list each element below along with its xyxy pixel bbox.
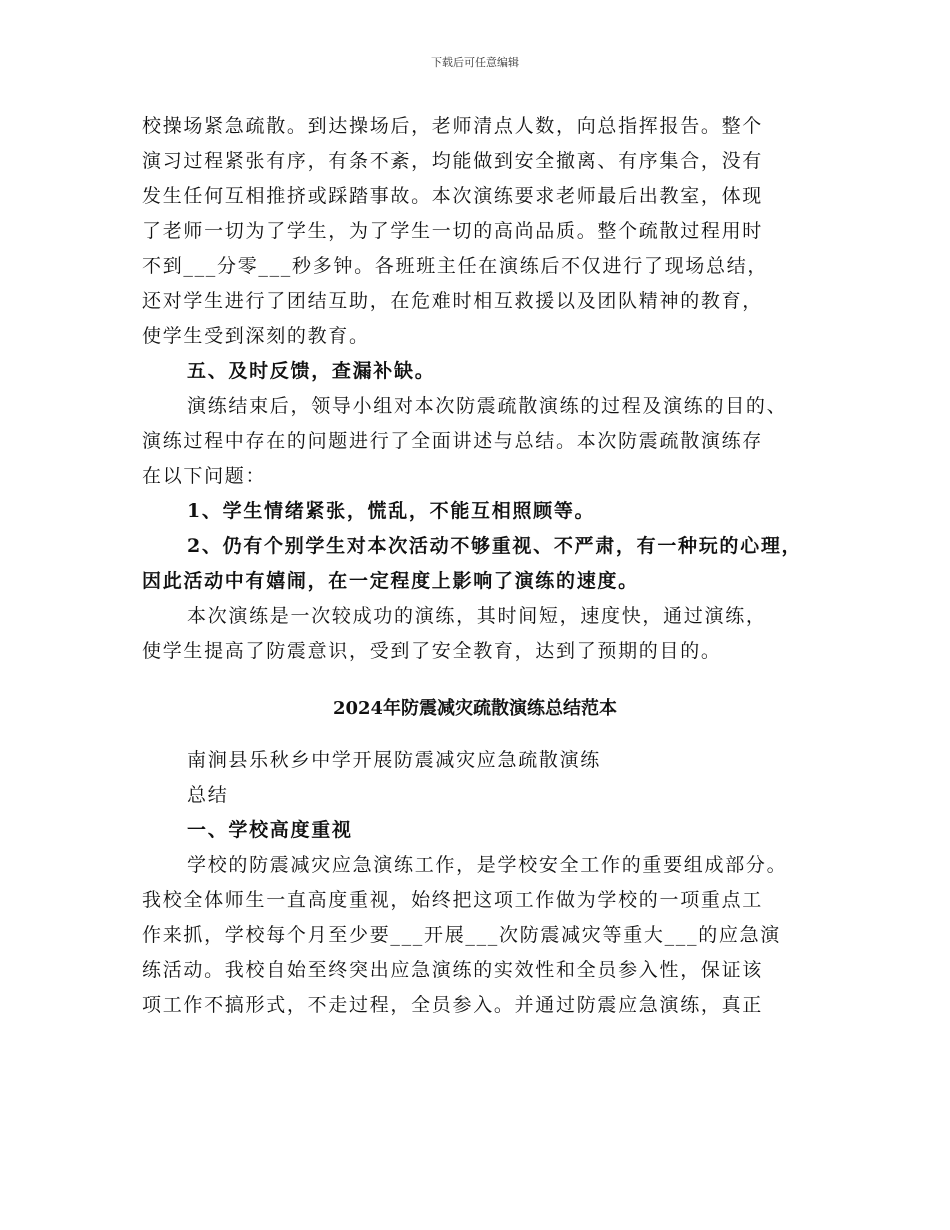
section-heading: 五、及时反馈，查漏补缺。 [187,360,436,382]
paragraph-line: 校操场紧急疏散。到达操场后，老师清点人数，向总指挥报告。整个 [142,115,764,137]
paragraph-line: 学校的防震减灾应急演练工作，是学校安全工作的重要组成部分。 [187,854,788,876]
list-item: 2、仍有个别学生对本次活动不够重视、不严肃，有一种玩的心理， [187,535,803,557]
paragraph-line: 发生任何互相推挤或踩踏事故。本次演练要求老师最后出教室，体现 [142,185,764,207]
paragraph-line: 演练结束后，领导小组对本次防震疏散演练的过程及演练的目的、 [187,395,788,417]
paragraph-line: 演练过程中存在的问题进行了全面讲述与总结。本次防震疏散演练存 [142,430,764,452]
paragraph-line: 演习过程紧张有序，有条不紊，均能做到安全撤离、有序集合，没有 [142,150,764,172]
paragraph-line: 在以下问题： [142,465,267,487]
paragraph-line: 了老师一切为了学生，为了学生一切的高尚品质。整个疏散过程用时 [142,220,764,242]
paragraph-line: 使学生受到深刻的教育。 [142,325,370,347]
paragraph-line: 我校全体师生一直高度重视，始终把这项工作做为学校的一项重点工 [142,889,764,911]
list-item: 1、学生情绪紧张，慌乱，不能互相照顾等。 [187,500,596,522]
paragraph-line: 不到___分零___秒多钟。各班班主任在演练后不仅进行了现场总结， [142,255,769,277]
paragraph-line: 还对学生进行了团结互助，在危难时相互救援以及团队精神的教育， [142,290,764,312]
subtitle-line: 南涧县乐秋乡中学开展防震减灾应急疏散演练 [187,749,602,771]
subtitle-line: 总结 [187,784,229,806]
document-title: 2024年防震减灾疏散演练总结范本 [332,698,618,719]
paragraph-line: 本次演练是一次较成功的演练，其时间短，速度快，通过演练， [187,605,767,627]
paragraph-line: 使学生提高了防震意识，受到了安全教育，达到了预期的目的。 [142,640,722,662]
paragraph-line: 作来抓，学校每个月至少要___开展___次防震减灾等重大___的应急演 [142,924,782,946]
page-header: 下载后可任意编辑 [431,56,519,69]
list-item: 因此活动中有嬉闹，在一定程度上影响了演练的速度。 [142,570,639,592]
paragraph-line: 项工作不搞形式，不走过程，全员参入。并通过防震应急演练，真正 [142,994,764,1016]
section-heading: 一、学校高度重视 [187,819,353,841]
paragraph-line: 练活动。我校自始至终突出应急演练的实效性和全员参入性，保证该 [142,959,764,981]
